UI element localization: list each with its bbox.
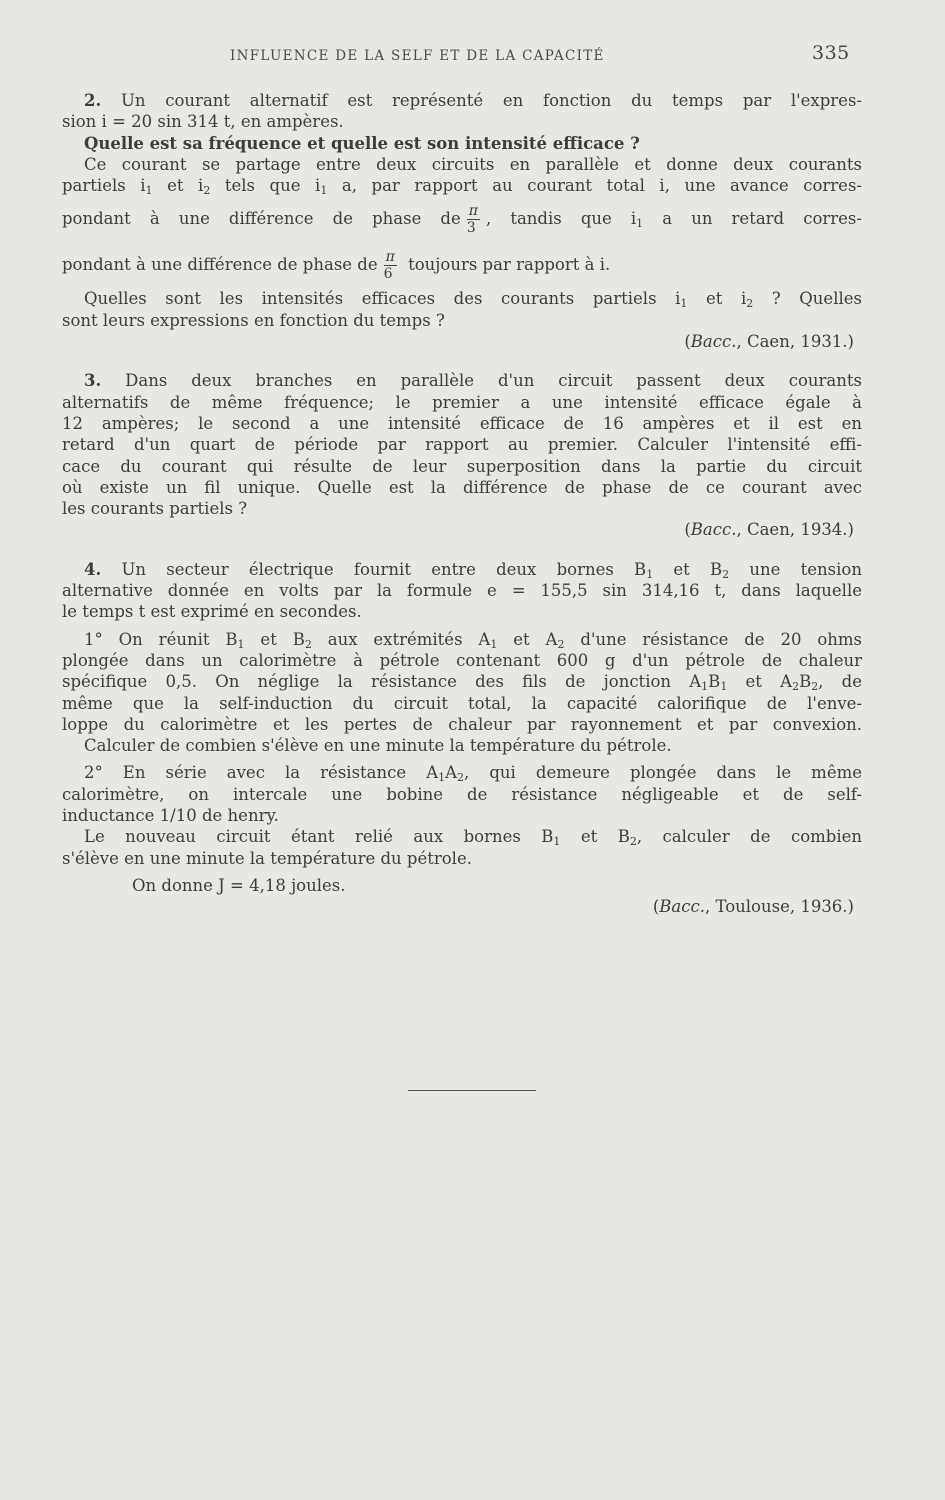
ex2-t5a: partiels i [62,176,146,196]
ex4-sub: 2 [304,637,312,651]
ex4-line-5: plongée dans un calorimètre à pétrole contenant 600 g d'un pétrole de chaleur [62,650,862,670]
ex4-t1b: et B [653,559,723,579]
ex3-line-3: 12 ampères; le second a une intensité efficace de 16 ampères et il est en [62,413,862,433]
ex2-line-5 [62,175,862,196]
src-rest: , Caen, 1931.) [736,332,854,352]
ex2-number: 2. [84,91,102,110]
ex4-line-7: même que la self-induction du circuit total, la capacité calorifique de l'enve- [62,693,862,713]
src-bacc: Bacc. [690,520,737,540]
ex4-line-1 [62,559,862,580]
ex2-sub: 1 [320,184,328,198]
frac-denominator: 3 [466,220,476,237]
ex4-sub: 2 [629,835,637,849]
src-open: ( [652,897,660,917]
ex2-line-8 [62,288,862,309]
ex2-t7b: toujours par rapport à i. [402,255,611,275]
ex4-line-10 [62,762,862,783]
ex3-line-1 [62,370,862,391]
ex4-line-2: alternative donnée en volts par la formule e = 155,5 sin 314,16 t, dans laquelle [62,581,862,601]
ex2-line-2: sion i = 20 sin 314 t, en ampères. [62,112,344,132]
ex4-q1b: A [445,763,458,783]
ex2-t7a: pondant à une différence de phase de [62,255,378,275]
exercise-2 [62,90,862,352]
ex2-t5b: et i [152,176,204,196]
ex4-q1c: , qui demeure plongée dans le même [464,763,862,783]
ex4-p1b: et B [244,629,305,649]
spacer [62,541,862,559]
ex4-sub: 1 [701,680,709,694]
ex4-number: 4. [84,559,102,579]
ex4-sub: 2 [722,567,730,581]
ex3-line-4: retard d'un quart de période par rapport au premier. Calculer l'intensité effi- [62,435,862,455]
ex4-line-8: loppe du calorimètre et les pertes de chaleur par rayonnement et par convexion. [62,714,862,734]
ex2-t6b: , tandis que i [485,209,637,229]
ex4-p1c: aux extrémités A [311,629,491,649]
page-header [0,42,945,72]
ex2-t6c: a un retard corres- [643,209,862,229]
ex4-r1b: et B [560,827,630,847]
ex4-line-4 [62,629,862,650]
ex2-line-9: sont leurs expressions en fonction du temps ? [62,310,445,330]
ex4-sub: 1 [646,567,654,581]
ex2-t8b: et i [687,289,747,309]
ex4-sub: 2 [557,637,565,651]
page-body [62,90,862,918]
ex2-t8c: ? Quelles [753,289,862,309]
ex4-t1a: Un secteur électrique fournit entre deux bornes B [121,559,647,579]
ex4-p3a: spécifique 0,5. On néglige la résistance des fils de jonction A [62,672,702,692]
ex2-line-6 [62,196,862,242]
ex3-line-2: alternatifs de même fréquence; le premier a une intensité efficace égale à [62,392,862,412]
ex2-t5c: tels que i [210,176,321,196]
ex2-source [62,331,862,352]
ex2-sub: 1 [680,297,688,311]
ex4-line-9: Calculer de combien s'élève en une minute la température du pétrole. [84,736,672,756]
ex2-line-1 [62,90,862,111]
ex4-sub: 1 [237,637,245,651]
ex4-p3b: B [708,672,721,692]
ex4-t1c: une tension [729,559,862,579]
ex4-sub: 2 [811,680,819,694]
fraction-pi-over-6 [384,249,397,282]
ex4-r1a: Le nouveau circuit étant relié aux bornes B [84,827,554,847]
ex3-line-5: cace du courant qui résulte de leur superposition dans la partie du circuit [62,456,862,476]
ex4-sub: 1 [720,680,728,694]
ex4-p3d: B [799,672,812,692]
end-rule [408,1090,536,1091]
ex2-t5d: a, par rapport au courant total i, une avance corres- [327,176,862,196]
ex4-line-12: inductance 1/10 de henry. [62,806,279,826]
ex2-line-3: Quelle est sa fréquence et quelle est son intensité efficace ? [84,133,640,153]
page-number: 335 [812,42,850,64]
ex4-sub: 1 [553,835,561,849]
src-open: ( [684,520,691,540]
ex4-p1a: 1° On réunit B [84,629,238,649]
frac-numerator: π [385,249,395,266]
ex4-line-14: s'élève en une minute la température du pétrole. [62,848,472,868]
ex2-sub: 1 [145,184,153,198]
ex2-sub: 1 [636,217,644,231]
ex2-t6a: pondant à une différence de phase de [62,209,461,229]
ex3-source [62,519,862,540]
src-bacc: Bacc. [659,897,705,917]
ex4-sub: 1 [490,637,498,651]
ex4-p3e: , de [818,672,862,692]
fraction-pi-over-3 [467,203,480,236]
spacer [62,352,862,370]
ex4-line-13 [62,826,862,847]
frac-numerator: π [468,203,478,220]
ex4-p1d: et A [497,629,558,649]
src-open: ( [684,332,691,352]
frac-denominator: 6 [383,266,393,283]
running-head: INFLUENCE DE LA SELF ET DE LA CAPACITÉ [230,48,605,64]
ex3-line-6: où existe un fil unique. Quelle est la différence de phase de ce courant avec [62,477,862,497]
ex4-p1e: d'une résistance de 20 ohms [564,629,863,649]
ex4-given: On donne J = 4,18 joules. [132,875,346,895]
ex2-sub: 2 [203,184,211,198]
exercise-3 [62,370,862,540]
ex3-number: 3. [84,371,102,391]
ex4-sub: 2 [457,771,465,785]
ex4-sub: 1 [438,771,446,785]
ex4-r1c: , calculer de combien [636,827,862,847]
ex2-sub: 2 [746,297,754,311]
ex2-t8a: Quelles sont les intensités efficaces des courants partiels i [84,289,681,309]
exercise-4 [62,559,862,918]
src-bacc: Bacc. [690,332,737,352]
ex4-source [62,896,862,917]
ex3-line-7: les courants partiels ? [62,499,248,519]
ex4-line-3: le temps t est exprimé en secondes. [62,602,362,622]
src-rest: , Toulouse, 1936.) [704,897,854,917]
ex4-p3c: et A [727,672,793,692]
ex4-sub: 2 [792,680,800,694]
ex4-q1a: 2° En série avec la résistance A [84,763,439,783]
ex4-line-11: calorimètre, on intercale une bobine de résistance négligeable et de self- [62,784,862,804]
ex2-text-1: Un courant alternatif est représenté en fonction du temps par l'expres- [120,91,862,110]
ex2-line-7 [62,242,862,288]
ex4-line-6 [62,671,862,692]
ex3-text-1: Dans deux branches en parallèle d'un circuit passent deux courants [125,371,862,391]
src-rest: , Caen, 1934.) [736,520,854,540]
ex2-line-4: Ce courant se partage entre deux circuits en parallèle et donne deux courants [84,154,862,174]
